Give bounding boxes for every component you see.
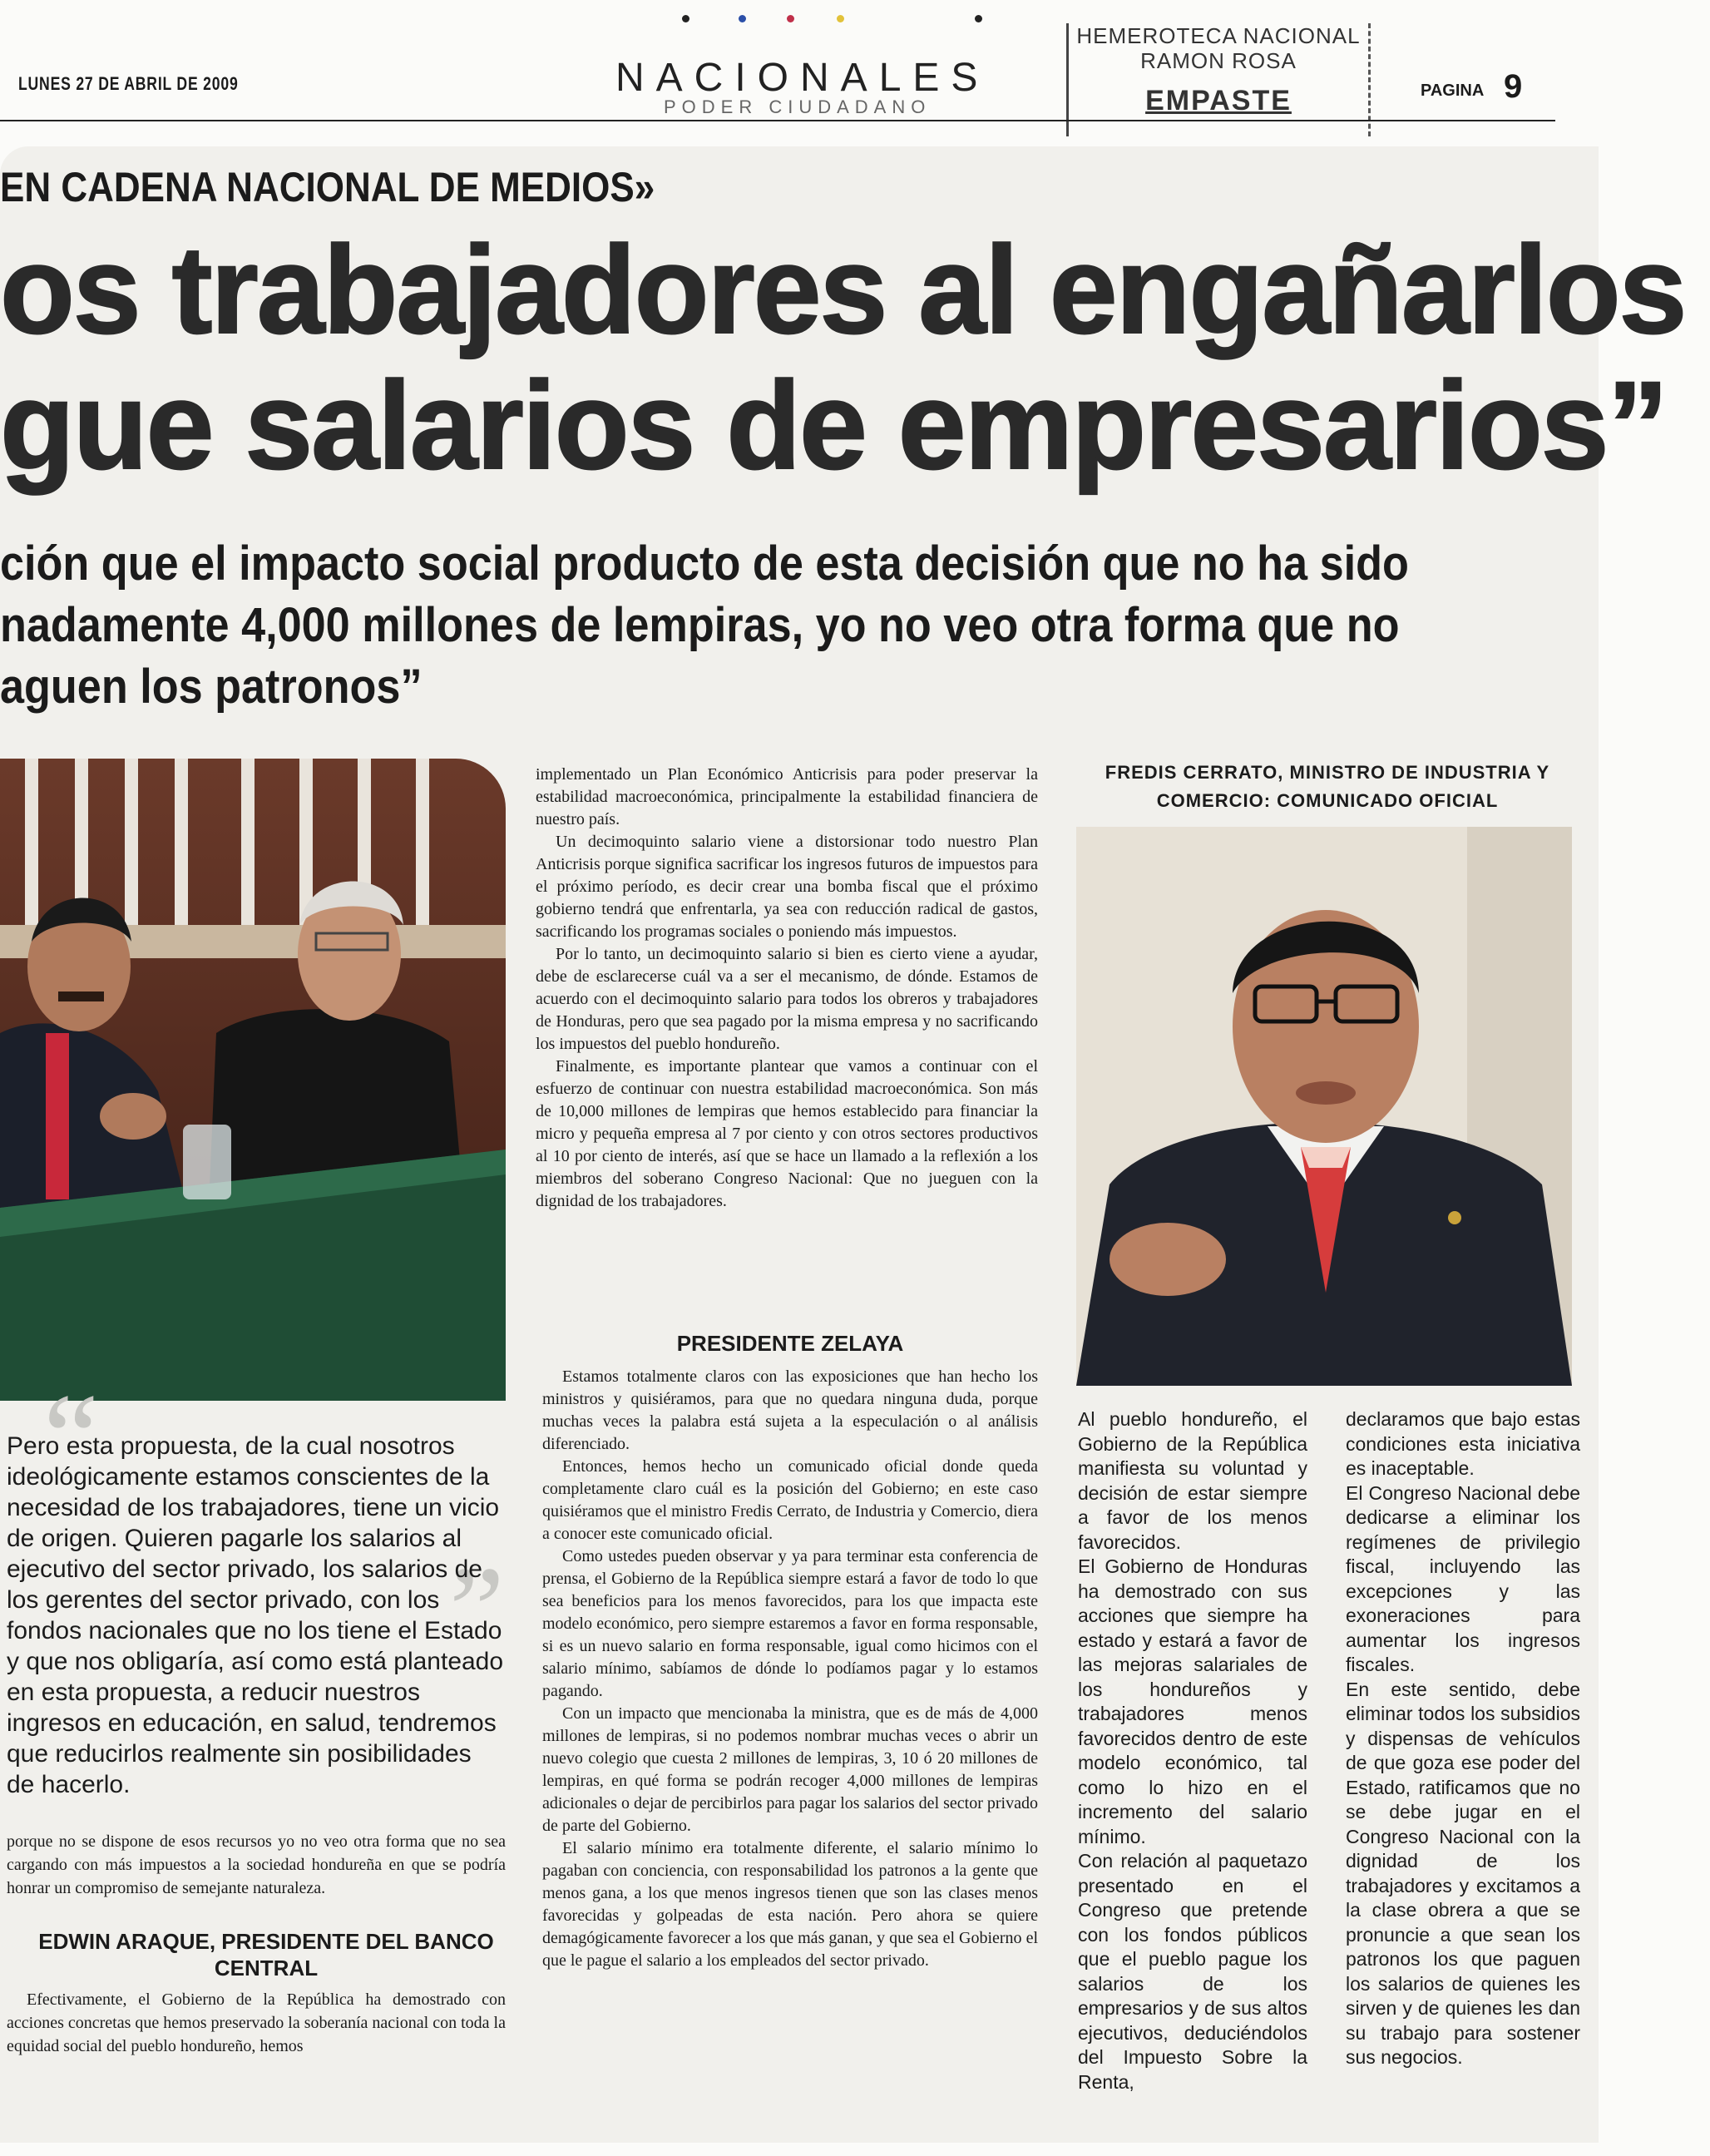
middle-paragraph-3: Por lo tanto, un decimoquinto salario si bien es cierto viene a ayudar, debe de esclarecerse cuál va a ser el mecanismo, de dónde. Estamos de acuerdo con el decimoquinto salario para todos los obreros y trabajadores de Honduras, pero que sea pagado por la misma empresa y no sacrificando los impuestos del pueblo hondureño. xyxy=(536,945,1038,1053)
headline-kicker: EN CADENA NACIONAL DE MEDIOS» xyxy=(0,164,655,210)
photo-caption: FREDIS CERRATO, MINISTRO DE INDUSTRIA Y COMERCIO: COMUNICADO OFICIAL xyxy=(1105,762,1550,811)
official-statement-column-1 xyxy=(1078,1407,1307,2094)
statement-paragraph-1: Al pueblo hondureño, el Gobierno de la República manifiesta su voluntad y decisión de estar siempre a favor de los menos favorecidos. xyxy=(1078,1408,1307,1553)
zelaya-paragraph-3: Como ustedes pueden observar y ya para terminar esta conferencia de prensa, el Gobierno de la República siempre estará a favor de todo lo que sea beneficios para los menos favorecidos, para los que impacta este modelo económico, pero siempre estaremos a favor en forma responsable, si es un nuevo salario en forma responsable, igual como hicimos con el salario mínimo, sabíamos de dónde lo podíamos pagar y lo estamos pagando. xyxy=(542,1547,1038,1700)
dot-5 xyxy=(975,15,982,22)
dot-3 xyxy=(787,15,794,22)
zelaya-paragraph-2: Entonces, hemos hecho un comunicado oficial donde queda completamente claro cuál es la posición del Gobierno; en este caso quisiéramos que el ministro Fredis Cerrato, de Industria y Comercio, diera a conocer este comunicado oficial. xyxy=(542,1457,1038,1543)
statement-paragraph-2: El Gobierno de Honduras ha demostrado con sus acciones que siempre ha estado y estará a favor de las mejoras salariales de los hondureños y trabajadores menos favorecidos dentro de este modelo económico, tal como lo hizo en el incremento del salario mínimo. xyxy=(1078,1555,1307,1847)
stamp-line-1: HEMEROTECA NACIONAL xyxy=(1076,23,1361,48)
zelaya-paragraph-4: Con un impacto que mencionaba la ministra, que es de más de 4,000 millones de lempiras, si no podemos nombrar muchas veces o abrir un nuevo colegio que cuesta 2 millones de lempiras, 3, 10 ó 20 millones de lempiras, en qué forma se podrán recoger 4,000 millones de lempiras adicionales o dejar de percibirlos para pagar los salarios del sector privado de parte del Gobierno. xyxy=(542,1704,1038,1835)
headline-line-1: os trabajadores al engañarlos xyxy=(0,220,1686,359)
stamp-line-2: RAMON ROSA xyxy=(1140,48,1297,73)
minister-portrait-illustration xyxy=(1076,827,1572,1386)
left-continuation-text: porque no se dispone de esos recursos yo no veo otra forma que no sea cargando con más impuestos a la sociedad hondureña en que se podría honrar un compromiso de semejante naturaleza. xyxy=(7,1832,506,1897)
statement-paragraph-5: El Congreso Nacional debe dedicarse a eliminar los regímenes de privilegio fiscal, incluyendo las excepciones y las exoneraciones para aumentar los ingresos fiscales. xyxy=(1346,1481,1580,1675)
zelaya-paragraph-5: El salario mínimo era totalmente diferente, el salario mínimo lo pagaban con conciencia, con responsabilidad los patronos a la gente que menos gana, a los que menos ingresos tienen que son las clases menos favorecidas y golpeadas de esta nación. Pero ahora se quiere demagógicamente favorecer a los que más ganan, y que sea el Gobierno el que le pague el salario a los empleados del sector privado. xyxy=(542,1839,1038,1970)
dot-4 xyxy=(837,15,844,22)
dot-2 xyxy=(739,15,746,22)
section-title: NACIONALES xyxy=(615,56,990,100)
pull-quote: Pero esta propuesta, de la cual nosotros ideológicamente estamos conscientes de la necesidad de los trabajadores, tiene un vicio de origen. Quieren pagarle los salarios al ejecutivo del sector privado, los salarios de los gerentes del sector privado, con los fondos nacionales que no los tiene el Estado y que nos obligaría, así como está planteado en esta propuesta, a reducir nuestros ingresos en educación, en salud, tendremos que reducirlos realmente sin posibilidades de hacerlo. xyxy=(7,1432,504,1798)
issue-date: LUNES 27 DE ABRIL DE 2009 xyxy=(18,73,239,94)
official-statement-column-2 xyxy=(1346,1407,1580,2070)
statement-paragraph-3: Con relación al paquetazo presentado en el Congreso que pretende con los fondos públicos que el pueblo pague los salarios de los empresarios y de sus altos ejecutivos, deduciéndolos del Impuesto Sobre la Renta, xyxy=(1078,1850,1307,2093)
minister-portrait-photo xyxy=(1076,827,1572,1386)
press-conference-illustration xyxy=(0,759,506,1401)
middle-column-text xyxy=(536,764,1038,1213)
middle-paragraph-1: implementado un Plan Económico Anticrisis para poder preservar la estabilidad macroeconómica, principalmente la estabilidad financiera de nuestro país. xyxy=(536,765,1038,828)
middle-column-text-2 xyxy=(542,1366,1038,1972)
masthead-rule xyxy=(0,120,1555,121)
page-label: PAGINA xyxy=(1421,82,1485,100)
araque-paragraph-1: Efectivamente, el Gobierno de la República ha demostrado con acciones concretas que hemos preservado la soberanía nacional con toda la equidad social del pueblo hondureño, hemos xyxy=(7,1990,506,2055)
dot-1 xyxy=(682,15,689,22)
subhead-edwin-araque: EDWIN ARAQUE, PRESIDENTE DEL BANCO CENTRAL xyxy=(38,1929,494,1980)
statement-paragraph-4: declaramos que bajo estas condiciones esta iniciativa es inaceptable. xyxy=(1346,1408,1580,1479)
deck-line-3: aguen los patronos” xyxy=(0,660,423,714)
middle-paragraph-4: Finalmente, es importante plantear que vamos a continuar con el esfuerzo de continuar con nuestra estabilidad macroeconómica. Son más de 10,000 millones de lempiras que hemos establecido para financiar la micro y pequeña empresa al 7 por ciento y con otros sectores productivos al 10 por ciento de interés, así que se hace un llamado a la reflexión a los miembros del soberano Congreso Nacional: Que no jueguen con la dignidad de los trabajadores. xyxy=(536,1057,1038,1210)
statement-paragraph-6: En este sentido, debe eliminar todos los subsidios y dispensas de vehículos de que goza ese poder del Estado, ratificamos que no se debe jugar en el Congreso Nacional con la dignidad de los trabajadores y excitamos a la clase obrera a que se pronuncie a que sean los patronos los que paguen los salarios de quienes les sirven y de quienes les dan su trabajo para sostener sus negocios. xyxy=(1346,1678,1580,2068)
stamp-line-3: EMPASTE xyxy=(1145,85,1292,116)
page-number: 9 xyxy=(1504,68,1523,105)
color-dots-decoration xyxy=(682,15,998,32)
deck-line-2: nadamente 4,000 millones de lempiras, yo no veo otra forma que no xyxy=(0,598,1400,652)
deck-line-1: ción que el impacto social producto de esta decisión que no ha sido xyxy=(0,537,1409,591)
section-subtitle: PODER CIUDADANO xyxy=(664,96,932,117)
zelaya-paragraph-1: Estamos totalmente claros con las exposiciones que han hecho los ministros y quisiéramos, para que no quedara ninguna duda, porque muchas veces la palabra está sujeta a la especulación o al análisis diferenciado. xyxy=(542,1367,1038,1453)
close-quote-icon: ” xyxy=(449,1541,505,1679)
araque-text xyxy=(7,1988,506,2058)
middle-paragraph-2: Un decimoquinto salario viene a distorsionar todo nuestro Plan Anticrisis porque significa sacrificar los ingresos futuros de impuestos para el próximo período, es decir crear una bomba fiscal que el próximo gobierno tendrá que enfrentarla, ya sea con reducción radical de gastos, sacrificando los programas sociales o poniendo más impuestos. xyxy=(536,833,1038,941)
open-quote-icon: “ xyxy=(43,1368,99,1506)
subhead-presidente-zelaya: PRESIDENTE ZELAYA xyxy=(676,1331,904,1356)
headline-line-2: gue salarios de empresarios” xyxy=(0,355,1668,495)
press-conference-photo xyxy=(0,759,506,1401)
